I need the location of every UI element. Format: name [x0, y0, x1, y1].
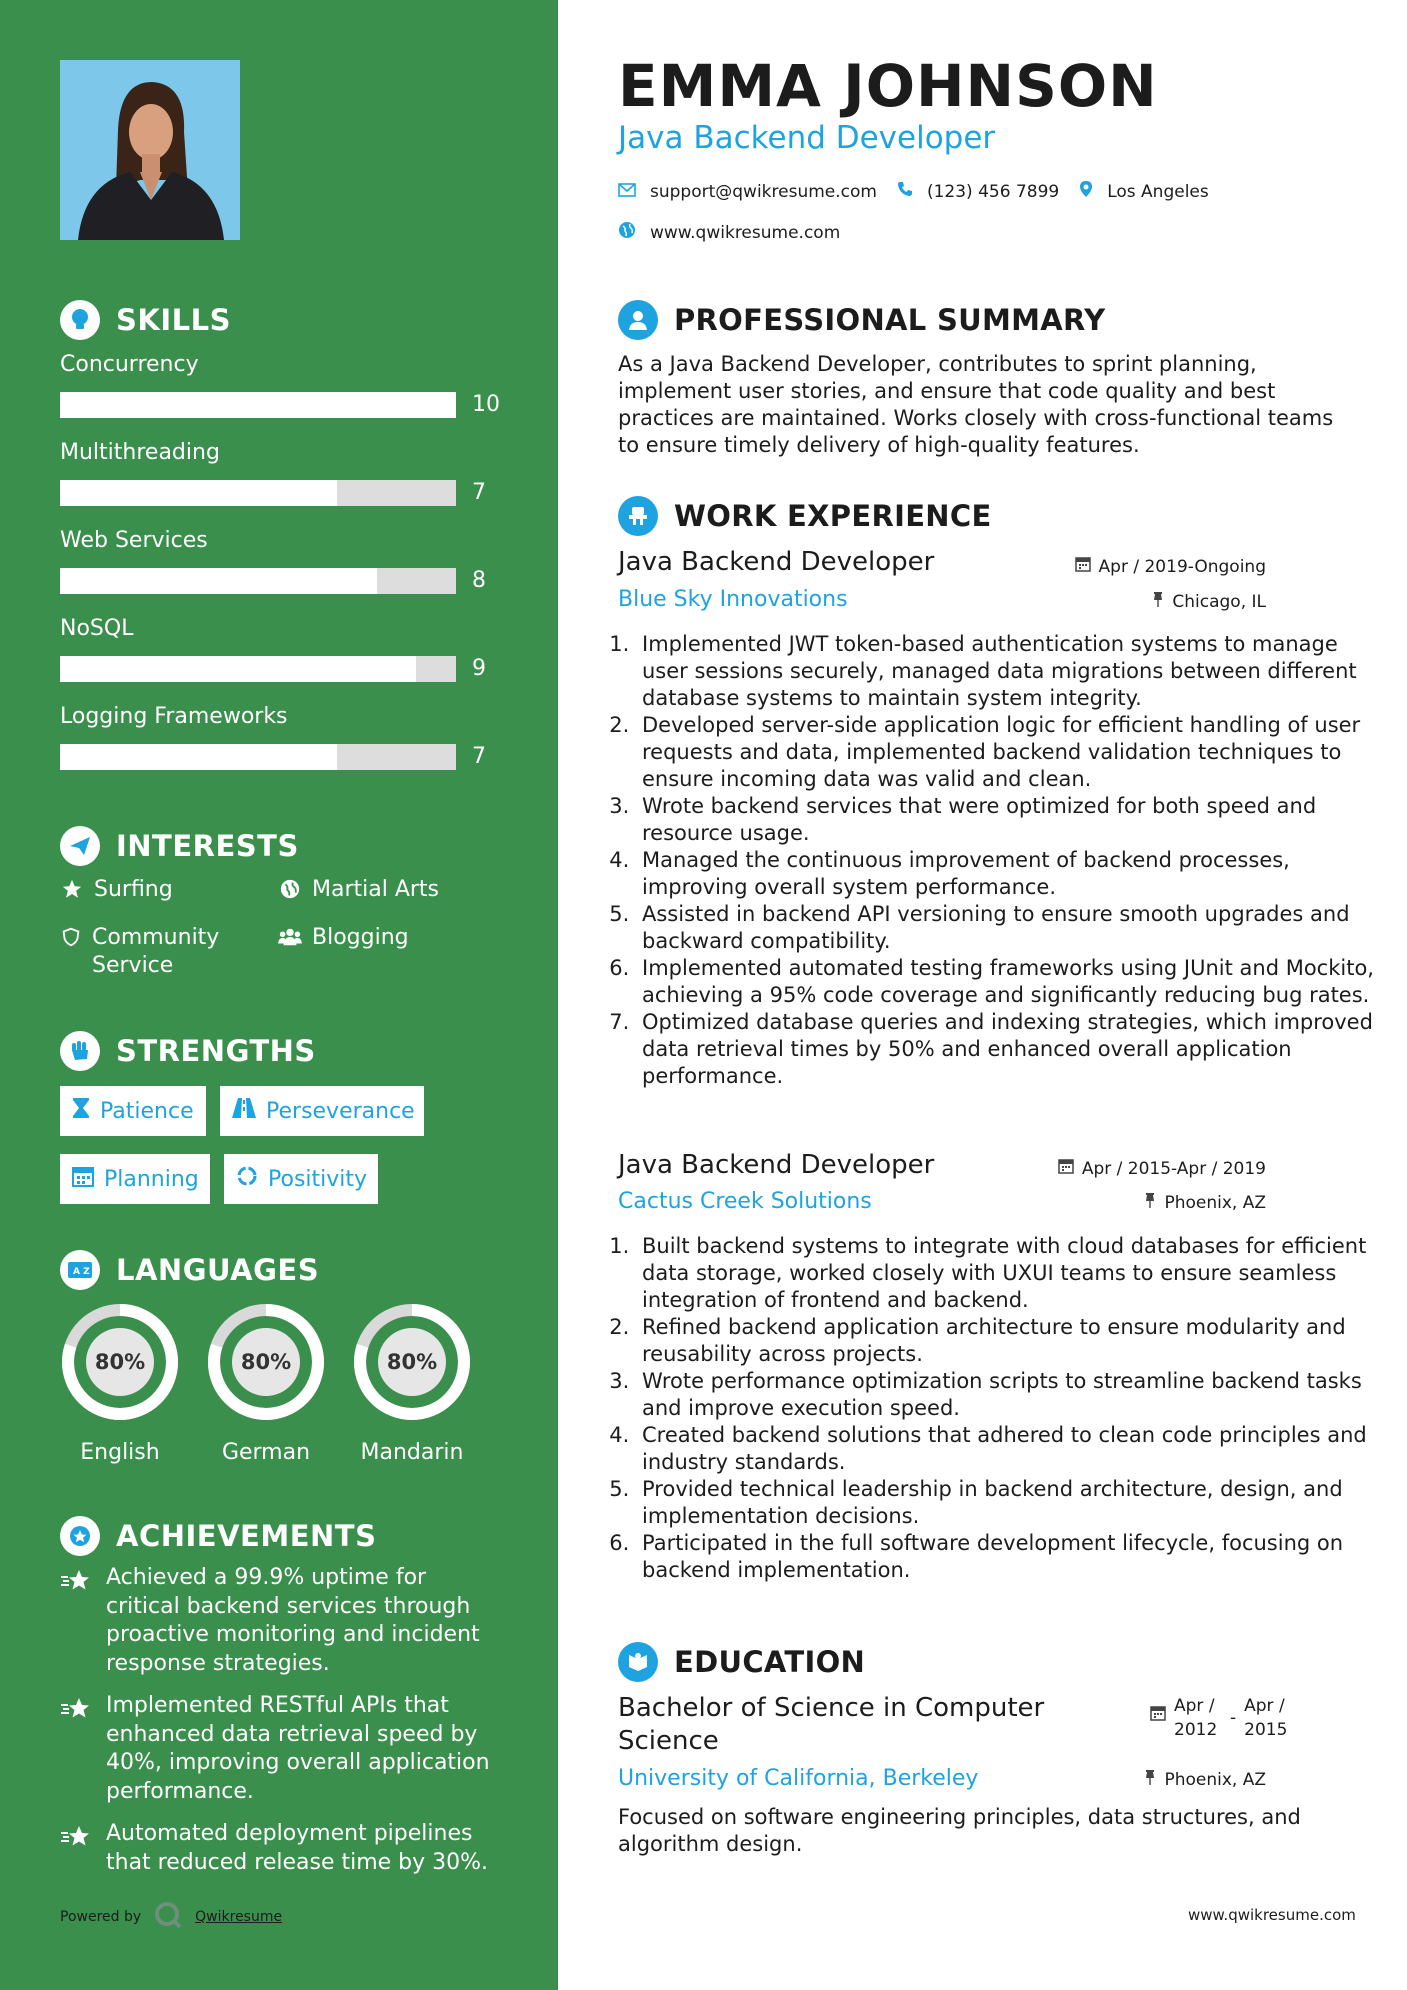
skill-value: 10	[472, 392, 500, 417]
duty-item: 7. Optimized database queries and indexing strategies, which improved data retrieval times by 50% and enhanced overall application performance.	[636, 1009, 1376, 1090]
footer-website[interactable]: www.qwikresume.com	[1188, 1906, 1356, 1924]
website-link[interactable]: www.qwikresume.com	[650, 222, 841, 243]
powered-by	[60, 1900, 282, 1934]
language-name: English	[80, 1440, 160, 1465]
duty-item: 6. Implemented automated testing frameworks using JUnit and Mockito, achieving a 95% code coverage and significantly reducing bug rates.	[636, 955, 1376, 1009]
skill-name: Multithreading	[60, 440, 220, 465]
skill-bar-fill	[60, 744, 337, 770]
strength-badge	[60, 1086, 206, 1136]
skill-bar	[60, 480, 456, 506]
language-item	[58, 1300, 182, 1465]
qwikresume-link[interactable]: Qwikresume	[195, 1909, 283, 1925]
interest-item	[278, 876, 439, 904]
summary-text: As a Java Backend Developer, contributes to sprint planning, implement user stories, and ensure that code quality and best practices are maintained. Works closely with cross-functional teams to ensure timely delivery of high-quality features.	[618, 352, 1334, 457]
candidate-role: Java Backend Developer	[618, 120, 996, 156]
paper-plane-icon	[60, 826, 100, 866]
language-ring	[350, 1300, 474, 1424]
calendar-icon	[1075, 556, 1091, 577]
interest-item	[60, 876, 173, 904]
duty-item: 1. Built backend systems to integrate with cloud databases for efficient data storage, worked closely with UXUI teams to ensure seamless integration of frontend and backend.	[636, 1233, 1376, 1314]
skill-bar-fill	[60, 568, 377, 594]
language-item	[350, 1300, 474, 1465]
qwikresume-logo-icon	[153, 1900, 183, 1934]
duty-item: 2. Refined backend application architecture to ensure modularity and reusability across projects.	[636, 1314, 1376, 1368]
degree-title: Bachelor of Science in Computer Science	[618, 1693, 1045, 1756]
achievement-item	[60, 1692, 490, 1806]
location-text: Los Angeles	[1107, 181, 1209, 202]
calendar-icon	[1058, 1158, 1074, 1179]
skill-bar	[60, 656, 456, 682]
language-percent: 80%	[386, 1350, 438, 1374]
achievement-item	[60, 1820, 490, 1877]
globe-icon	[618, 221, 636, 244]
pushpin-icon	[1144, 1769, 1156, 1790]
interest-label: Surfing	[94, 877, 173, 902]
strength-badge	[224, 1154, 378, 1204]
skill-bar-fill	[60, 480, 337, 506]
interests-heading	[60, 826, 299, 866]
job-dates	[1075, 556, 1266, 577]
education-date-end: Apr / 2015	[1244, 1696, 1288, 1740]
interests-title: INTERESTS	[116, 829, 299, 863]
interest-item	[278, 924, 409, 952]
skill-bar-fill	[60, 656, 416, 682]
skill-name: Concurrency	[60, 352, 199, 377]
strength-label: Planning	[104, 1166, 199, 1192]
job-dates-text: Apr / 2015-Apr / 2019	[1081, 1158, 1266, 1179]
skill-name: Web Services	[60, 528, 208, 553]
school-name: University of California, Berkeley	[618, 1766, 979, 1791]
job-dates-text: Apr / 2019-Ongoing	[1098, 556, 1266, 577]
users-icon	[278, 924, 302, 952]
job-duties-list	[618, 631, 1376, 1090]
education-dates	[1150, 1694, 1292, 1742]
profile-photo	[60, 60, 240, 240]
languages-heading	[60, 1250, 319, 1290]
duty-item: 4. Managed the continuous improvement of backend processes, improving overall system performance.	[636, 847, 1376, 901]
education-location	[1144, 1769, 1266, 1790]
sidebar	[0, 0, 558, 1990]
language-percent: 80%	[94, 1350, 146, 1374]
svg-text:A Z: A Z	[73, 1267, 90, 1277]
job-dates	[1058, 1158, 1266, 1179]
skill-value: 7	[472, 480, 486, 505]
briefcase-icon	[618, 496, 658, 536]
duty-item: 6. Participated in the full software development lifecycle, focusing on backend implementation.	[636, 1530, 1376, 1584]
job-location	[1152, 591, 1266, 612]
website-row	[618, 221, 840, 244]
duty-item: 5. Assisted in backend API versioning to ensure smooth upgrades and backward compatibility.	[636, 901, 1376, 955]
circle-notch-icon	[236, 1165, 258, 1193]
star-speed-icon	[60, 1692, 94, 1806]
language-percent: 80%	[240, 1350, 292, 1374]
skill-name: Logging Frameworks	[60, 704, 288, 729]
shield-icon	[60, 924, 82, 980]
strength-label: Positivity	[268, 1166, 368, 1192]
skill-bar	[60, 568, 456, 594]
main-content	[618, 0, 1374, 1990]
language-item	[204, 1300, 328, 1465]
road-icon	[232, 1098, 256, 1124]
job-location	[1144, 1192, 1266, 1213]
job-duties-list	[618, 1233, 1376, 1584]
calendar-icon	[1150, 1694, 1166, 1742]
candidate-name: EMMA JOHNSON	[618, 52, 1158, 120]
strengths-heading	[60, 1031, 316, 1071]
duty-item: 5. Provided technical leadership in backend architecture, design, and implementation decisions.	[636, 1476, 1376, 1530]
strength-label: Perseverance	[266, 1098, 415, 1124]
interest-item	[60, 924, 230, 980]
skill-value: 8	[472, 568, 486, 593]
star-speed-icon	[60, 1820, 94, 1877]
map-pin-icon	[1079, 180, 1093, 203]
duty-item: 2. Developed server-side application logic for efficient handling of user requests and data, implemented backend validation techniques to ensure incoming data was valid and clean.	[636, 712, 1376, 793]
education-description: Focused on software engineering principles, data structures, and algorithm design.	[618, 1805, 1301, 1856]
achievements-heading	[60, 1516, 376, 1556]
email-link[interactable]: support@qwikresume.com	[650, 181, 877, 202]
phone-number: (123) 456 7899	[926, 181, 1060, 202]
language-name: German	[221, 1440, 311, 1465]
languages-title: LANGUAGES	[116, 1253, 320, 1287]
interest-label: Community Service	[92, 925, 220, 978]
skill-bar-fill	[60, 392, 456, 418]
achievement-item	[60, 1564, 490, 1678]
globe-icon	[278, 876, 302, 904]
language-ring	[204, 1300, 328, 1424]
summary-title: PROFESSIONAL SUMMARY	[674, 303, 1106, 337]
job-location-text: Chicago, IL	[1172, 591, 1266, 612]
duty-item: 1. Implemented JWT token-based authentication systems to manage user sessions securely, managed data migrations between different database systems to maintain system integrity.	[636, 631, 1376, 712]
strength-badge	[220, 1086, 424, 1136]
star-speed-icon	[60, 1564, 94, 1678]
job-company: Cactus Creek Solutions	[618, 1189, 872, 1214]
duty-item: 4. Created backend solutions that adhered to clean code principles and industry standards.	[636, 1422, 1376, 1476]
pushpin-icon	[1144, 1192, 1156, 1213]
education-heading	[618, 1642, 865, 1682]
duty-item: 3. Wrote backend services that were optimized for both speed and resource usage.	[636, 793, 1376, 847]
education-date-start: Apr / 2012	[1174, 1696, 1218, 1740]
duty-item: 3. Wrote performance optimization scripts to streamline backend tasks and improve execution speed.	[636, 1368, 1376, 1422]
achievement-text: Achieved a 99.9% uptime for critical backend services through proactive monitoring and incident response strategies.	[106, 1565, 480, 1676]
strengths-title: STRENGTHS	[116, 1034, 316, 1068]
phone-icon	[897, 181, 913, 202]
achievement-text: Automated deployment pipelines that reduced release time by 30%.	[106, 1821, 489, 1875]
lightbulb-icon	[60, 300, 100, 340]
job-title: Java Backend Developer	[618, 547, 935, 577]
education-location-text: Phoenix, AZ	[1164, 1769, 1266, 1790]
star-icon	[60, 876, 84, 904]
skills-heading	[60, 300, 231, 340]
skills-title: SKILLS	[116, 303, 231, 337]
skill-bar	[60, 392, 456, 418]
interest-label: Martial Arts	[312, 877, 440, 902]
job-title: Java Backend Developer	[618, 1150, 935, 1180]
summary-heading	[618, 300, 1105, 340]
job-company: Blue Sky Innovations	[618, 587, 848, 612]
skill-bar	[60, 744, 456, 770]
fist-icon	[60, 1031, 100, 1071]
education-date-separator: -	[1230, 1708, 1237, 1728]
language-icon	[60, 1250, 100, 1290]
award-star-icon	[60, 1516, 100, 1556]
user-icon	[618, 300, 658, 340]
person-portrait-icon	[60, 60, 240, 240]
strength-label: Patience	[100, 1098, 194, 1124]
powered-prefix: Powered by	[60, 1909, 142, 1925]
pushpin-icon	[1152, 591, 1164, 612]
calendar-icon	[72, 1165, 94, 1193]
job-location-text: Phoenix, AZ	[1164, 1192, 1266, 1213]
graduation-icon	[618, 1642, 658, 1682]
interest-label: Blogging	[312, 925, 409, 950]
skill-name: NoSQL	[60, 616, 134, 641]
education-title: EDUCATION	[674, 1645, 866, 1679]
achievement-text: Implemented RESTful APIs that enhanced data retrieval speed by 40%, improving overall application performance.	[106, 1693, 490, 1804]
hourglass-icon	[72, 1097, 90, 1125]
experience-title: WORK EXPERIENCE	[674, 499, 992, 533]
achievements-title: ACHIEVEMENTS	[116, 1519, 377, 1553]
skill-value: 7	[472, 744, 486, 769]
strength-badge	[60, 1154, 210, 1204]
skill-value: 9	[472, 656, 486, 681]
language-ring	[58, 1300, 182, 1424]
envelope-icon	[618, 182, 636, 202]
experience-heading	[618, 496, 992, 536]
language-name: Mandarin	[360, 1440, 464, 1465]
contact-row	[618, 180, 1209, 203]
